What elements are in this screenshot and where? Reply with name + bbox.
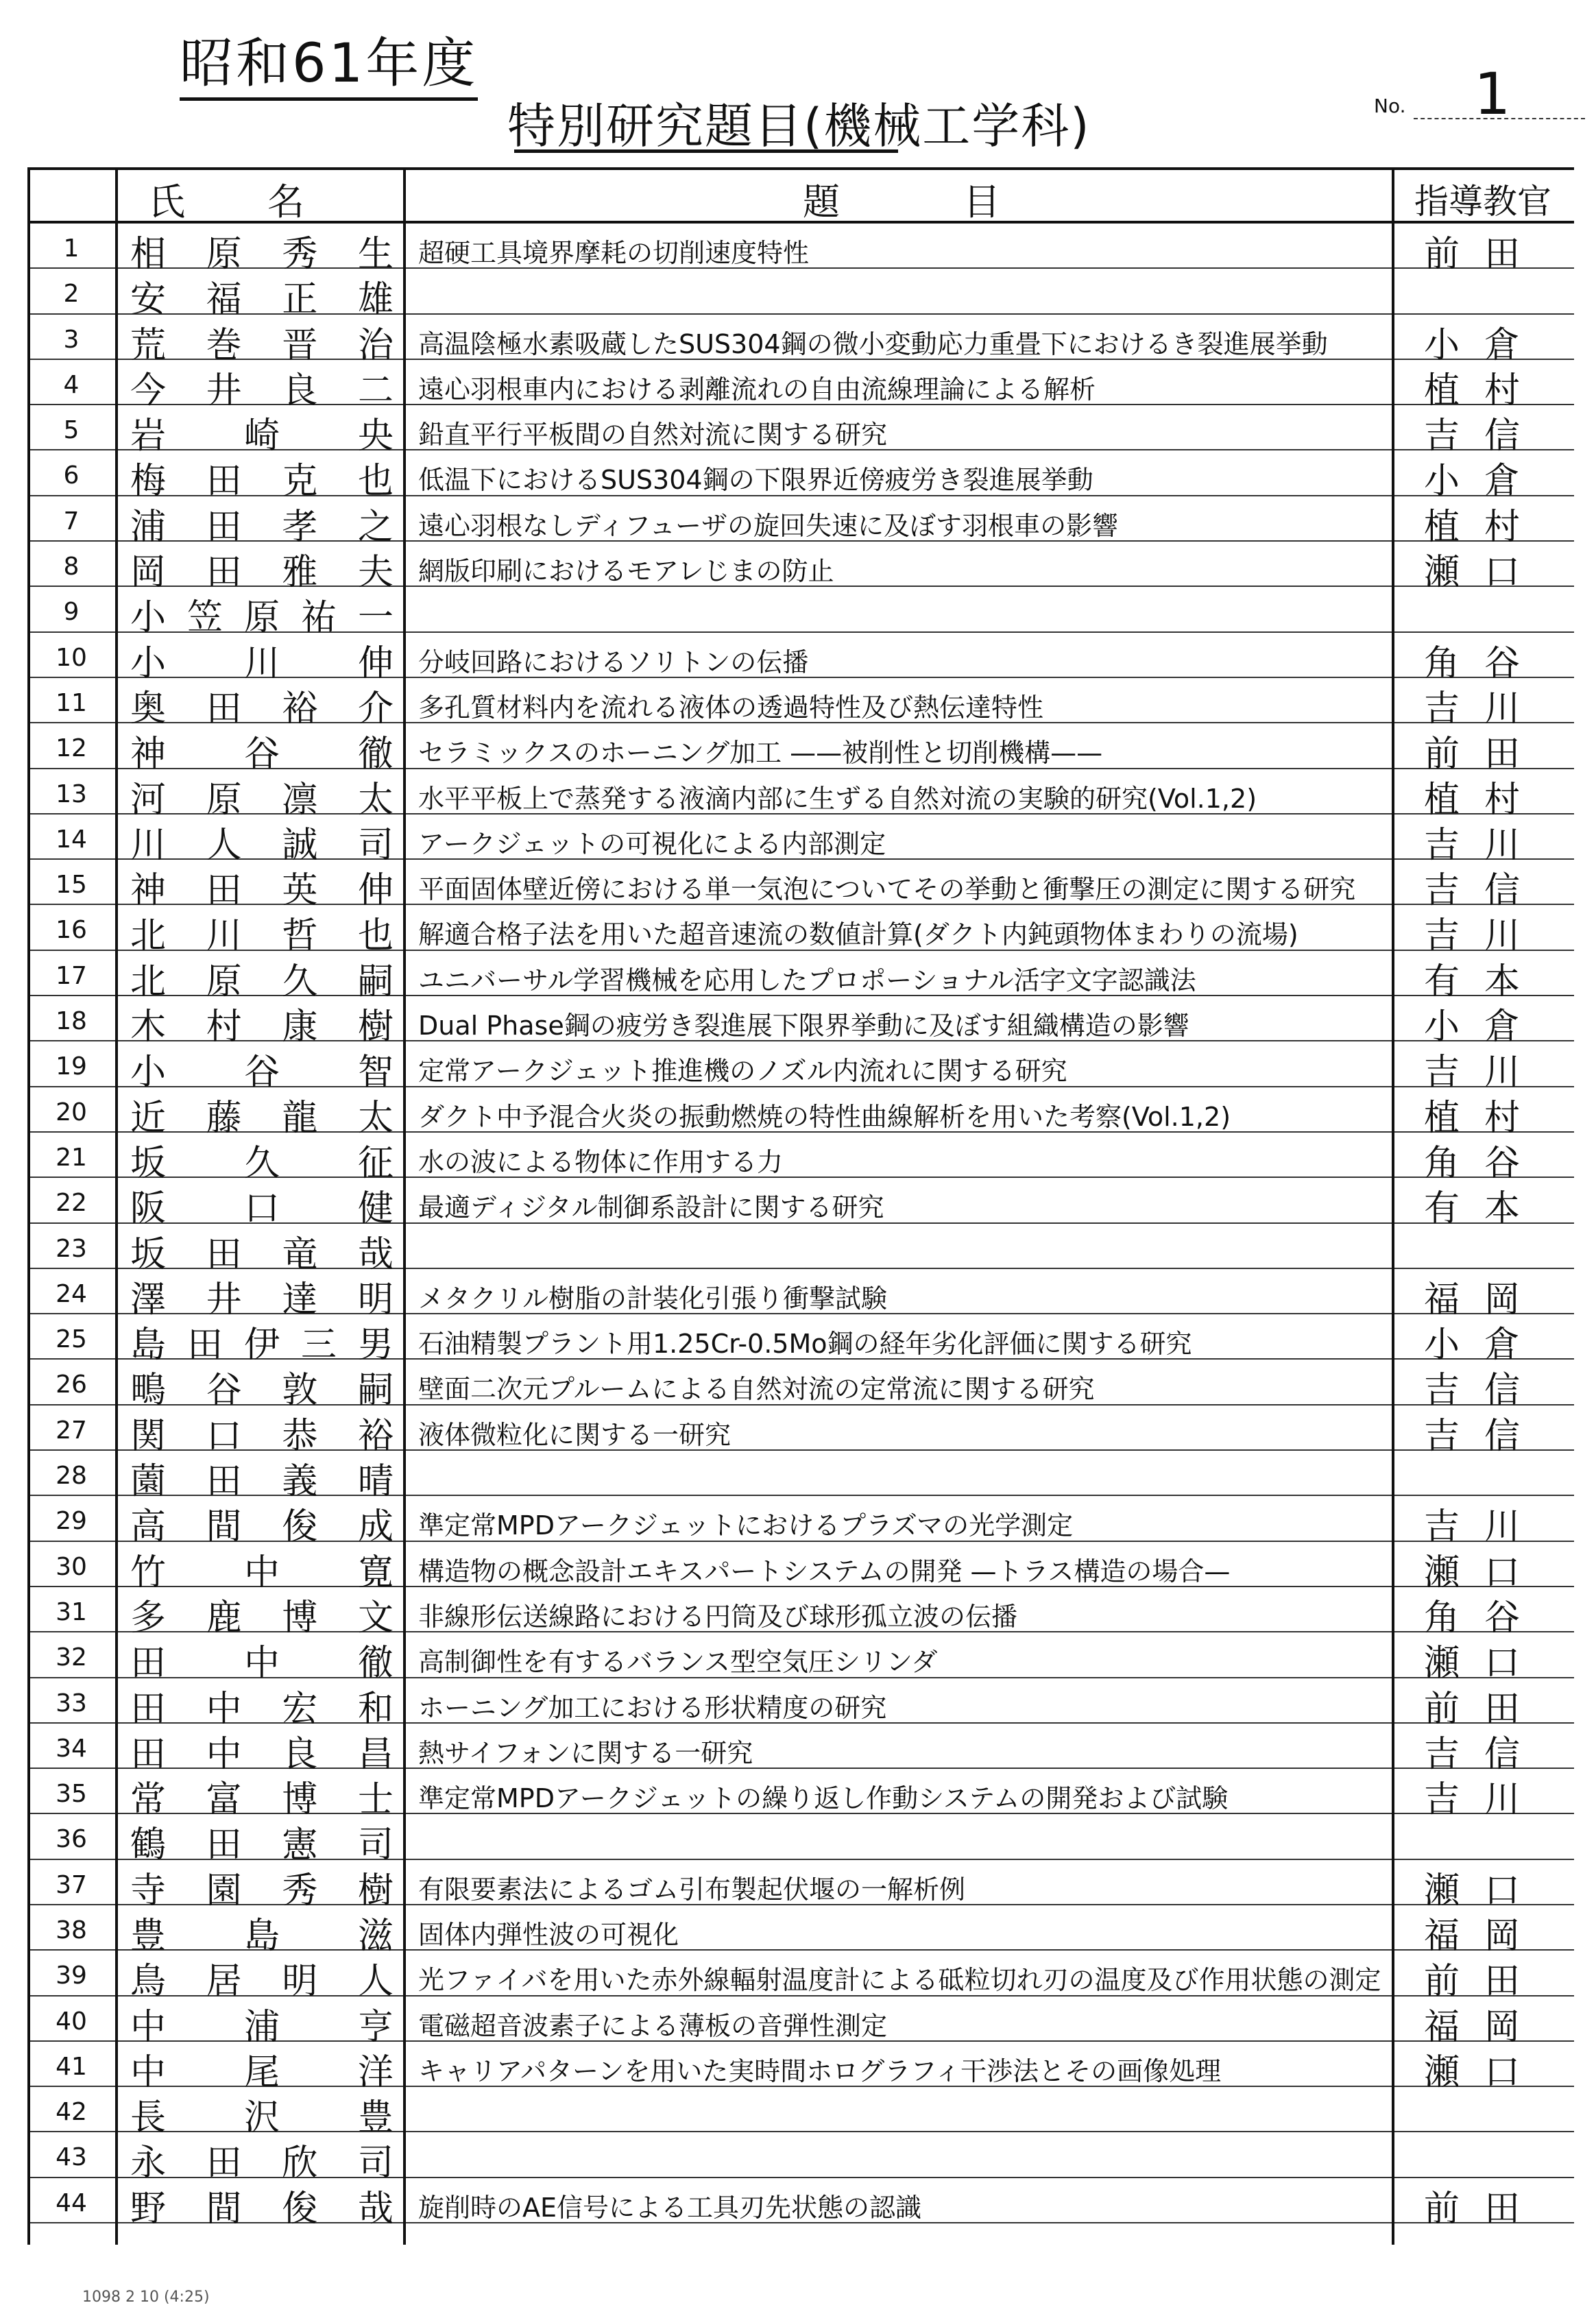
table-row: [27, 769, 1574, 821]
row-number: 8: [63, 553, 80, 581]
footer-note: 1098 2 10 (4:25): [82, 2289, 210, 2306]
advisor-name: 前田: [1423, 1688, 1545, 1730]
student-name: 梅田克也: [130, 461, 398, 503]
student-name: 小谷智: [130, 1052, 398, 1094]
row-number: 25: [56, 1325, 87, 1354]
advisor-name: 小倉: [1423, 1325, 1545, 1366]
table-row: [27, 860, 1574, 912]
advisor-name: 瀬口: [1423, 1643, 1545, 1685]
advisor-name: 瀬口: [1423, 552, 1545, 594]
research-topic: 高温陰極水素吸蔵したSUS304鋼の微小変動応力重畳下におけるき裂進展挙動: [418, 328, 1328, 359]
research-topic: 光ファイバを用いた赤外線輻射温度計による砥粒切れ刃の温度及び作用状態の測定: [418, 1965, 1381, 1996]
advisor-name: 吉川: [1423, 915, 1545, 957]
table-row: [27, 2042, 1574, 2093]
table-row: [27, 224, 1574, 275]
research-topic: 有限要素法によるゴム引布製起伏堰の一解析例: [418, 1874, 966, 1905]
student-name: 常富博士: [130, 1779, 398, 1821]
table-row: [27, 1496, 1574, 1548]
row-number: 40: [56, 2007, 87, 2036]
row-number: 29: [56, 1507, 87, 1536]
table-row: [27, 1769, 1574, 1821]
row-number: 33: [56, 1689, 87, 1717]
table-row: [27, 905, 1574, 957]
row-number: 39: [56, 1962, 87, 1990]
research-topic: 解適合格子法を用いた超音速流の数値計算(ダクト内鈍頭物体まわりの流場): [418, 919, 1298, 950]
student-name: 永田欣司: [130, 2143, 398, 2184]
student-name: 神谷徹: [130, 734, 398, 775]
advisor-name: 吉信: [1423, 415, 1545, 457]
table-row: [27, 1314, 1574, 1366]
table-row: [27, 542, 1574, 594]
advisor-name: 有本: [1423, 961, 1545, 1002]
title-underline: [514, 149, 898, 153]
student-name: 北原久嗣: [130, 961, 398, 1002]
row-number: 18: [56, 1007, 87, 1036]
student-name: 長沢豊: [130, 2097, 398, 2139]
advisor-name: 吉信: [1423, 1415, 1545, 1457]
row-number: 24: [56, 1279, 87, 1308]
table-row: [27, 1860, 1574, 1911]
research-topic: 網版印刷におけるモアレじまの防止: [418, 556, 834, 587]
table-row: [27, 1087, 1574, 1139]
student-name: 浦田孝之: [130, 506, 398, 548]
research-topic: 超硬工具境界摩耗の切削速度特性: [418, 238, 810, 268]
advisor-name: 植村: [1423, 779, 1545, 821]
student-name: 田中宏和: [130, 1688, 398, 1730]
student-name: 神田英伸: [130, 870, 398, 912]
row-number: 12: [56, 734, 87, 763]
table-header: [27, 167, 1574, 224]
student-name: 安福正雄: [130, 279, 398, 321]
advisor-name: 前田: [1423, 234, 1545, 275]
table-row: [27, 1451, 1574, 1503]
student-name: 坂田竜哉: [130, 1233, 398, 1275]
research-topic: メタクリル樹脂の計装化引張り衝撃試験: [418, 1283, 888, 1314]
student-name: 寺園秀樹: [130, 1870, 398, 1911]
student-name: 木村康樹: [130, 1006, 398, 1048]
research-topic: ユニバーサル学習機械を応用したプロポーショナル活字文字認識法: [418, 965, 1196, 996]
research-topic: 準定常MPDアークジェットの繰り返し作動システムの開発および試験: [418, 1783, 1229, 1814]
page-number-label: No.: [1374, 95, 1406, 117]
advisor-name: 植村: [1423, 506, 1545, 548]
advisor-name: 小倉: [1423, 324, 1545, 366]
topics-table: [27, 167, 1574, 2230]
research-topic: 平面固体壁近傍における単一気泡についてその挙動と衝撃圧の測定に関する研究: [418, 874, 1356, 905]
advisor-name: 角谷: [1423, 1142, 1545, 1184]
advisor-name: 植村: [1423, 370, 1545, 411]
research-topic: 定常アークジェット推進機のノズル内流れに関する研究: [418, 1056, 1067, 1087]
row-number: 13: [56, 780, 87, 808]
row-number: 30: [56, 1552, 87, 1581]
table-row: [27, 1406, 1574, 1457]
row-number: 10: [56, 643, 87, 672]
row-number: 36: [56, 1825, 87, 1854]
table-body: [27, 224, 1574, 2230]
row-number: 38: [56, 1916, 87, 1944]
research-topic: 準定常MPDアークジェットにおけるプラズマの光学測定: [418, 1510, 1074, 1541]
table-row: [27, 1269, 1574, 1320]
student-name: 鴫谷敦嗣: [130, 1370, 398, 1412]
row-number: 43: [56, 2143, 87, 2172]
row-number: 22: [56, 1189, 87, 1218]
advisor-name: 角谷: [1423, 642, 1545, 684]
table-row: [27, 2178, 1574, 2230]
student-name: 関口恭裕: [130, 1415, 398, 1457]
row-number: 5: [63, 416, 80, 445]
table-row: [27, 1542, 1574, 1593]
column-divider-topic: [1392, 167, 1394, 2245]
advisor-name: 吉信: [1423, 870, 1545, 912]
research-topic: 電磁超音波素子による薄板の音弾性測定: [418, 2010, 888, 2041]
table-row: [27, 1360, 1574, 1412]
row-number: 15: [56, 871, 87, 900]
document-year: 昭和61年度: [180, 21, 478, 101]
row-number: 37: [56, 1870, 87, 1899]
table-row: [27, 1814, 1574, 1866]
table-row: [27, 996, 1574, 1048]
table-row: [27, 269, 1574, 321]
column-header-advisor: 指導教官: [1414, 182, 1551, 221]
advisor-name: 瀬口: [1423, 1552, 1545, 1593]
row-number: 31: [56, 1597, 87, 1626]
research-topic: アークジェットの可視化による内部測定: [418, 828, 886, 859]
research-topic: 多孔質材料内を流れる液体の透過特性及び熱伝達特性: [418, 692, 1044, 723]
column-divider-num: [115, 167, 118, 2245]
table-row: [27, 1133, 1574, 1184]
advisor-name: 小倉: [1423, 461, 1545, 503]
table-row: [27, 815, 1574, 866]
table-row: [27, 2132, 1574, 2184]
student-name: 北川哲也: [130, 915, 398, 957]
advisor-name: 吉信: [1423, 1370, 1545, 1412]
table-row: [27, 496, 1574, 548]
page-number-value: 1: [1474, 60, 1511, 128]
student-name: 鳥居明人: [130, 1961, 398, 2003]
column-header-topic-a: 題: [803, 180, 840, 224]
row-number: 41: [56, 2052, 87, 2081]
advisor-name: 前田: [1423, 1961, 1545, 2003]
row-number: 6: [63, 461, 80, 490]
row-number: 21: [56, 1143, 87, 1172]
student-name: 岡田雅夫: [130, 552, 398, 594]
advisor-name: 吉川: [1423, 688, 1545, 729]
row-number: 44: [56, 2188, 87, 2217]
student-name: 今井良二: [130, 370, 398, 411]
table-row: [27, 587, 1574, 639]
row-number: 35: [56, 1780, 87, 1809]
table-row: [27, 1632, 1574, 1685]
row-number: 4: [63, 370, 80, 399]
advisor-name: 吉川: [1423, 824, 1545, 866]
student-name: 岩崎央: [130, 415, 398, 457]
research-topic: 遠心羽根なしディフューザの旋回失速に及ぼす羽根車の影響: [418, 510, 1119, 541]
table-row: [27, 678, 1574, 729]
research-topic: 固体内弾性波の可視化: [418, 1919, 679, 1950]
table-row: [27, 1224, 1574, 1275]
advisor-name: 前田: [1423, 2188, 1545, 2230]
research-topic: ホーニング加工における形状精度の研究: [418, 1692, 887, 1723]
row-number: 42: [56, 2098, 87, 2127]
table-row: [27, 1178, 1574, 1230]
research-topic: 水の波による物体に作用する力: [418, 1146, 784, 1177]
table-row: [27, 1678, 1574, 1730]
research-topic: 熱サイフォンに関する一研究: [418, 1737, 753, 1768]
table-row: [27, 1997, 1574, 2048]
student-name: 高間俊成: [130, 1506, 398, 1548]
row-number: 16: [56, 916, 87, 945]
advisor-name: 福岡: [1423, 1915, 1545, 1957]
row-number: 28: [56, 1462, 87, 1491]
student-name: 多鹿博文: [130, 1597, 398, 1639]
advisor-name: 瀬口: [1423, 1870, 1545, 1911]
table-row: [27, 1951, 1574, 2003]
row-number: 14: [56, 825, 87, 854]
advisor-name: 有本: [1423, 1188, 1545, 1230]
row-number: 19: [56, 1052, 87, 1081]
row-number: 3: [63, 325, 80, 354]
advisor-name: 瀬口: [1423, 2051, 1545, 2093]
student-name: 小笠原祐一: [130, 597, 398, 639]
advisor-name: 小倉: [1423, 1006, 1545, 1048]
table-row: [27, 450, 1574, 503]
table-row: [27, 633, 1574, 684]
advisor-name: 福岡: [1423, 1279, 1545, 1320]
student-name: 中尾洋: [130, 2051, 398, 2093]
student-name: 相原秀生: [130, 234, 398, 275]
row-number: 2: [63, 280, 80, 309]
column-header-name: 氏名: [148, 180, 387, 224]
advisor-name: 吉川: [1423, 1506, 1545, 1548]
student-name: 島田伊三男: [130, 1325, 398, 1366]
row-number: 9: [63, 598, 80, 627]
student-name: 中浦亨: [130, 2006, 398, 2048]
research-topic: セラミックスのホーニング加工 ——被削性と切削機構——: [418, 738, 1103, 769]
row-number: 7: [63, 507, 80, 535]
table-row: [27, 2087, 1574, 2139]
advisor-name: 角谷: [1423, 1597, 1545, 1639]
advisor-name: 吉川: [1423, 1779, 1545, 1821]
row-number: 32: [56, 1643, 87, 1672]
column-header-topic: [411, 173, 1392, 226]
advisor-name: 植村: [1423, 1097, 1545, 1139]
row-number: 23: [56, 1234, 87, 1263]
student-name: 鶴田憲司: [130, 1824, 398, 1866]
column-header-topic-b: 目: [963, 180, 1000, 224]
student-name: 田中徹: [130, 1643, 398, 1685]
advisor-name: 前田: [1423, 734, 1545, 775]
table-row: [27, 315, 1574, 366]
student-name: 野間俊哉: [130, 2188, 398, 2230]
research-topic: 高制御性を有するバランス型空気圧シリンダ: [418, 1647, 938, 1678]
advisor-name: 吉信: [1423, 1733, 1545, 1775]
table-row: [27, 360, 1574, 411]
student-name: 田中良昌: [130, 1733, 398, 1775]
advisor-name: 吉川: [1423, 1052, 1545, 1094]
row-number: 11: [56, 688, 87, 717]
row-number: 17: [56, 961, 87, 990]
table-row: [27, 1587, 1574, 1639]
research-topic: 低温下におけるSUS304鋼の下限界近傍疲労き裂進展挙動: [418, 465, 1093, 496]
research-topic: ダクト中予混合火炎の振動燃焼の特性曲線解析を用いた考察(Vol.1,2): [418, 1101, 1231, 1132]
research-topic: 鉛直平行平板間の自然対流に関する研究: [418, 420, 888, 450]
research-topic: 旋削時のAE信号による工具刃先状態の認識: [418, 2192, 922, 2223]
row-number: 34: [56, 1734, 87, 1763]
table-row: [27, 1905, 1574, 1957]
student-name: 阪口健: [130, 1188, 398, 1230]
student-name: 薗田義晴: [130, 1461, 398, 1503]
table-row: [27, 723, 1574, 775]
student-name: 坂久征: [130, 1142, 398, 1184]
student-name: 澤井達明: [130, 1279, 398, 1320]
student-name: 近藤龍太: [130, 1097, 398, 1139]
student-name: 荒巻晋治: [130, 324, 398, 366]
row-number: 27: [56, 1416, 87, 1445]
row-number: 20: [56, 1098, 87, 1126]
student-name: 小川伸: [130, 642, 398, 684]
research-topic: 非線形伝送線路における円筒及び球形孤立波の伝播: [418, 1601, 1018, 1632]
row-number: 26: [56, 1371, 87, 1399]
table-row: [27, 1041, 1574, 1094]
research-topic: 壁面二次元プルームによる自然対流の定常流に関する研究: [418, 1374, 1095, 1405]
research-topic: Dual Phase鋼の疲労き裂進展下限界挙動に及ぼす組織構造の影響: [418, 1011, 1189, 1041]
research-topic: 分岐回路におけるソリトンの伝播: [418, 647, 809, 677]
research-topic: 構造物の概念設計エキスパートシステムの開発 —トラス構造の場合—: [418, 1556, 1231, 1587]
column-divider-left: [27, 167, 30, 2245]
research-topic: 石油精製プラント用1.25Cr-0.5Mo鋼の経年劣化評価に関する研究: [418, 1329, 1192, 1360]
student-name: 河原凛太: [130, 779, 398, 821]
table-row: [27, 951, 1574, 1002]
student-name: 竹中寛: [130, 1552, 398, 1593]
research-topic: 遠心羽根車内における剥離流れの自由流線理論による解析: [418, 374, 1096, 405]
research-topic: 水平平板上で蒸発する液滴内部に生ずる自然対流の実験的研究(Vol.1,2): [418, 783, 1257, 814]
table-row: [27, 405, 1574, 457]
column-divider-name: [403, 167, 406, 2245]
student-name: 奥田裕介: [130, 688, 398, 729]
document-title: 特別研究題目(機械工学科): [507, 98, 1091, 154]
table-row: [27, 1724, 1574, 1775]
research-topic: 最適ディジタル制御系設計に関する研究: [418, 1192, 884, 1223]
student-name: 川人誠司: [130, 824, 398, 866]
advisor-name: 福岡: [1423, 2006, 1545, 2048]
student-name: 豊島滋: [130, 1915, 398, 1957]
row-number: 1: [63, 234, 80, 263]
research-topic: キャリアパターンを用いた実時間ホログラフィ干渉法とその画像処理: [418, 2055, 1222, 2086]
research-topic: 液体微粒化に関する一研究: [418, 1419, 732, 1450]
